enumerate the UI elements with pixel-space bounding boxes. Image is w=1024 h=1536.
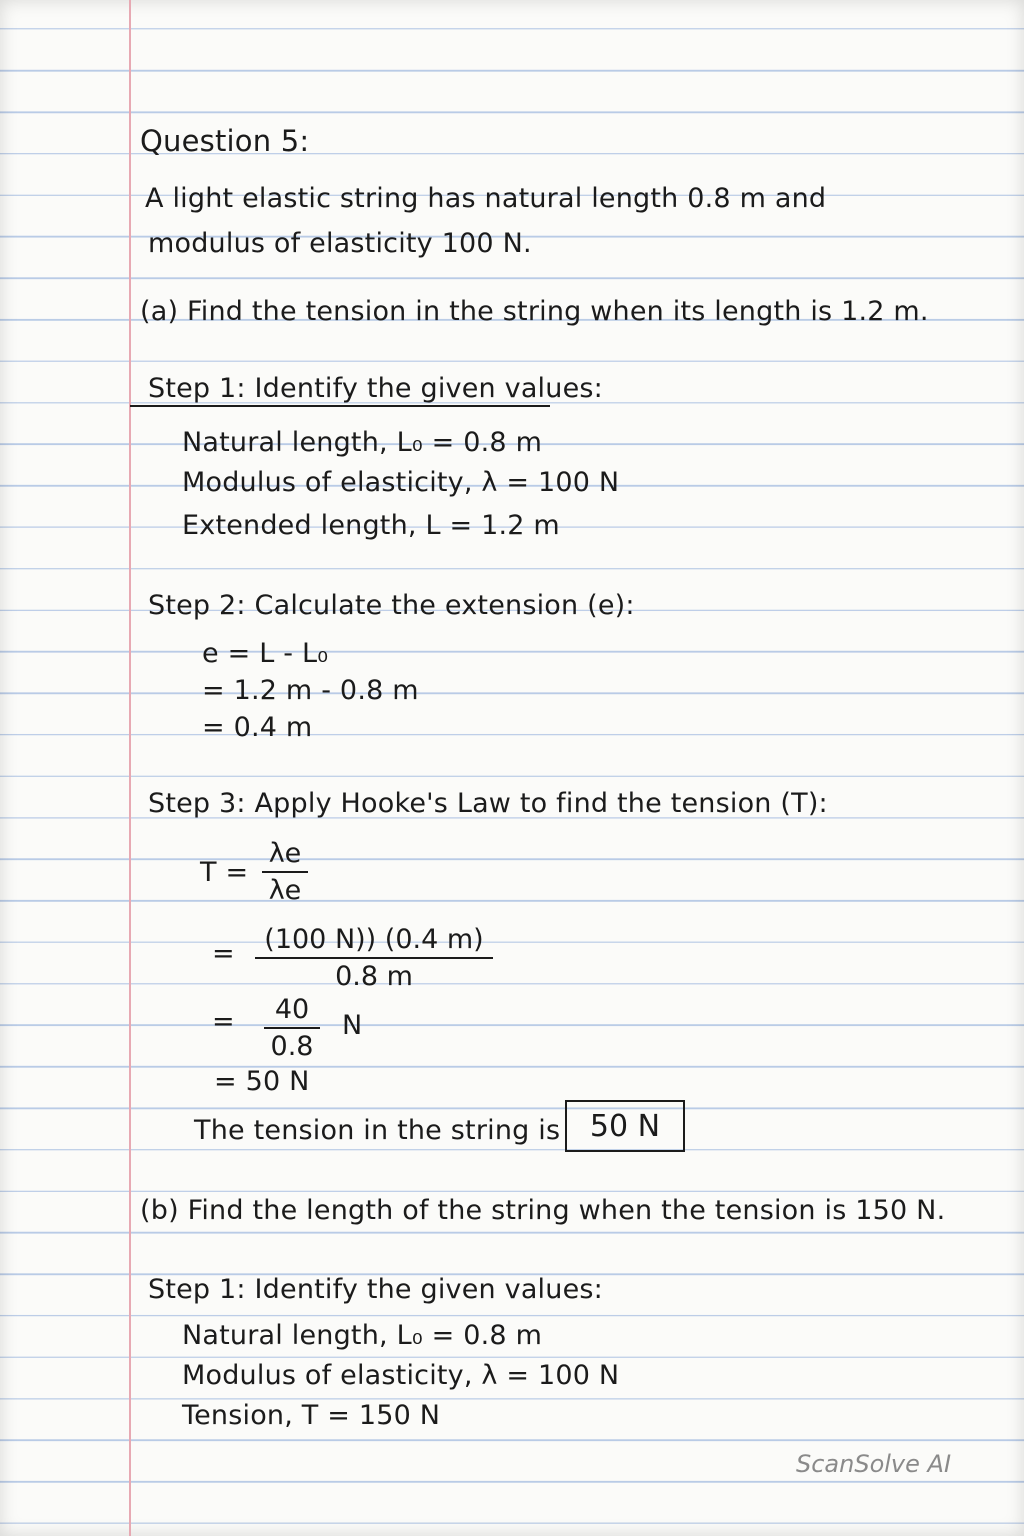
equals-sign: = <box>212 1006 235 1037</box>
fraction-bar <box>262 871 308 873</box>
question-title: Question 5: <box>140 124 310 158</box>
formula-lhs: T = <box>200 857 249 888</box>
unit-newton: N <box>342 1010 363 1041</box>
extension-line: = 1.2 m - 0.8 m <box>202 675 419 706</box>
part-a-prompt: (a) Find the tension in the string when its length is 1.2 m. <box>140 296 929 327</box>
formula-denominator: λe <box>268 875 302 906</box>
watermark: ScanSolve AI <box>796 1450 952 1478</box>
part-b-prompt: (b) Find the length of the string when the tension is 150 N. <box>140 1195 946 1226</box>
problem-line-2: modulus of elasticity 100 N. <box>148 228 532 259</box>
result-line: = 50 N <box>214 1066 310 1097</box>
simplified-fraction <box>264 994 320 1062</box>
extension-line: e = L - L₀ <box>202 638 329 669</box>
fraction-bar <box>255 957 493 959</box>
part-b-step1-heading: Step 1: Identify the given values: <box>148 1274 603 1305</box>
given-line: Extended length, L = 1.2 m <box>182 510 560 541</box>
equals-sign: = <box>212 938 235 969</box>
conclusion-text: The tension in the string is <box>194 1115 561 1146</box>
part-a-step3-heading: Step 3: Apply Hooke's Law to find the tension (T): <box>148 788 828 819</box>
substitution-denominator: 0.8 m <box>335 961 413 992</box>
part-a-step2-heading: Step 2: Calculate the extension (e): <box>148 590 635 621</box>
given-line: Natural length, L₀ = 0.8 m <box>182 427 543 458</box>
part-a-step1-heading: Step 1: Identify the given values: <box>148 373 603 404</box>
given-line: Modulus of elasticity, λ = 100 N <box>182 1360 620 1391</box>
given-line: Modulus of elasticity, λ = 100 N <box>182 467 620 498</box>
formula-numerator: λe <box>268 838 302 869</box>
fraction-bar <box>264 1027 320 1029</box>
simplified-numerator: 40 <box>274 994 310 1025</box>
problem-line-1: A light elastic string has natural length 0.8 m and <box>145 183 827 214</box>
answer-value: 50 N <box>589 1108 661 1144</box>
given-line: Natural length, L₀ = 0.8 m <box>182 1320 543 1351</box>
substitution-fraction <box>255 924 493 992</box>
step1-underline <box>130 405 550 407</box>
answer-box <box>565 1100 685 1152</box>
substitution-numerator: (100 N)) (0.4 m) <box>264 924 484 955</box>
simplified-denominator: 0.8 <box>270 1031 314 1062</box>
given-line: Tension, T = 150 N <box>182 1400 441 1431</box>
hooke-formula-fraction <box>262 838 308 906</box>
extension-line: = 0.4 m <box>202 712 313 743</box>
margin-line <box>129 0 131 1536</box>
